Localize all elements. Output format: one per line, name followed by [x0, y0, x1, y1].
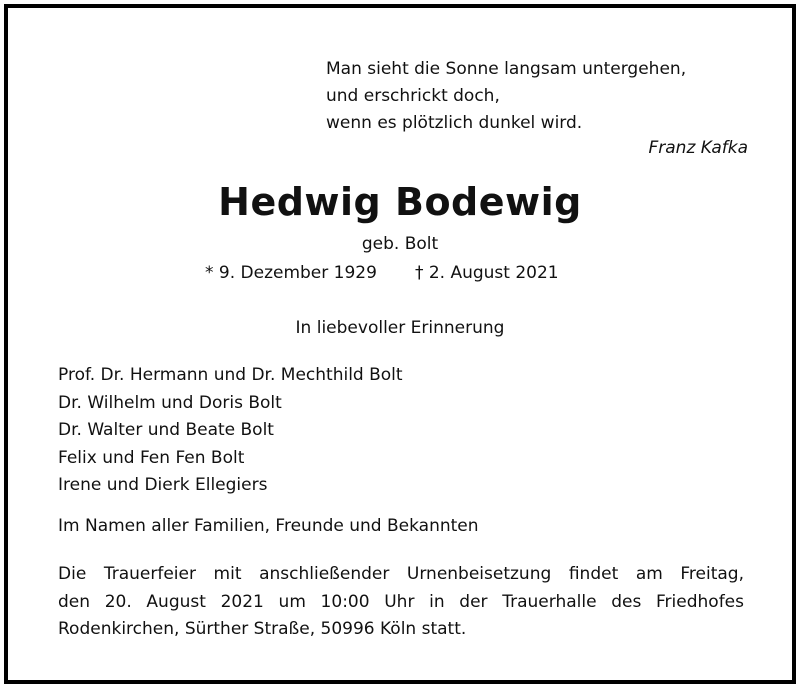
poem-quote — [326, 56, 746, 137]
poem-line: wenn es plötzlich dunkel wird. — [326, 113, 583, 133]
family-member: Felix und Fen Fen Bolt — [58, 447, 245, 468]
on-behalf-line: Im Namen aller Familien, Freunde und Bekannten — [58, 516, 479, 536]
memory-text: In liebevoller Erinnerung — [295, 318, 505, 338]
ceremony-line: den 20. August 2021 um 10:00 Uhr in der Trauerhalle des Friedhofes — [58, 591, 744, 612]
life-dates — [205, 263, 559, 283]
deceased-name: Hedwig Bodewig — [218, 180, 582, 224]
family-member: Prof. Dr. Hermann und Dr. Mechthild Bolt — [58, 365, 403, 385]
poem-line: Man sieht die Sonne langsam untergehen, — [326, 59, 687, 79]
ceremony-line: Die Trauerfeier mit anschließender Urnenbeisetzung findet am Freitag, — [58, 564, 744, 584]
family-member: Dr. Wilhelm und Doris Bolt — [58, 392, 282, 413]
death-date: † 2. August 2021 — [414, 263, 559, 283]
ceremony-info — [58, 561, 744, 644]
poem-line: und erschrickt doch, — [326, 86, 500, 106]
family-member: Dr. Walter und Beate Bolt — [58, 420, 274, 440]
birth-date: * 9. Dezember 1929 — [205, 263, 377, 283]
ceremony-line: Rodenkirchen, Sürther Straße, 50996 Köln statt. — [58, 619, 467, 639]
family-list — [58, 362, 403, 500]
poem-author: Franz Kafka — [648, 138, 748, 158]
born-name: geb. Bolt — [361, 234, 439, 254]
family-member: Irene und Dierk Ellegiers — [58, 475, 268, 495]
